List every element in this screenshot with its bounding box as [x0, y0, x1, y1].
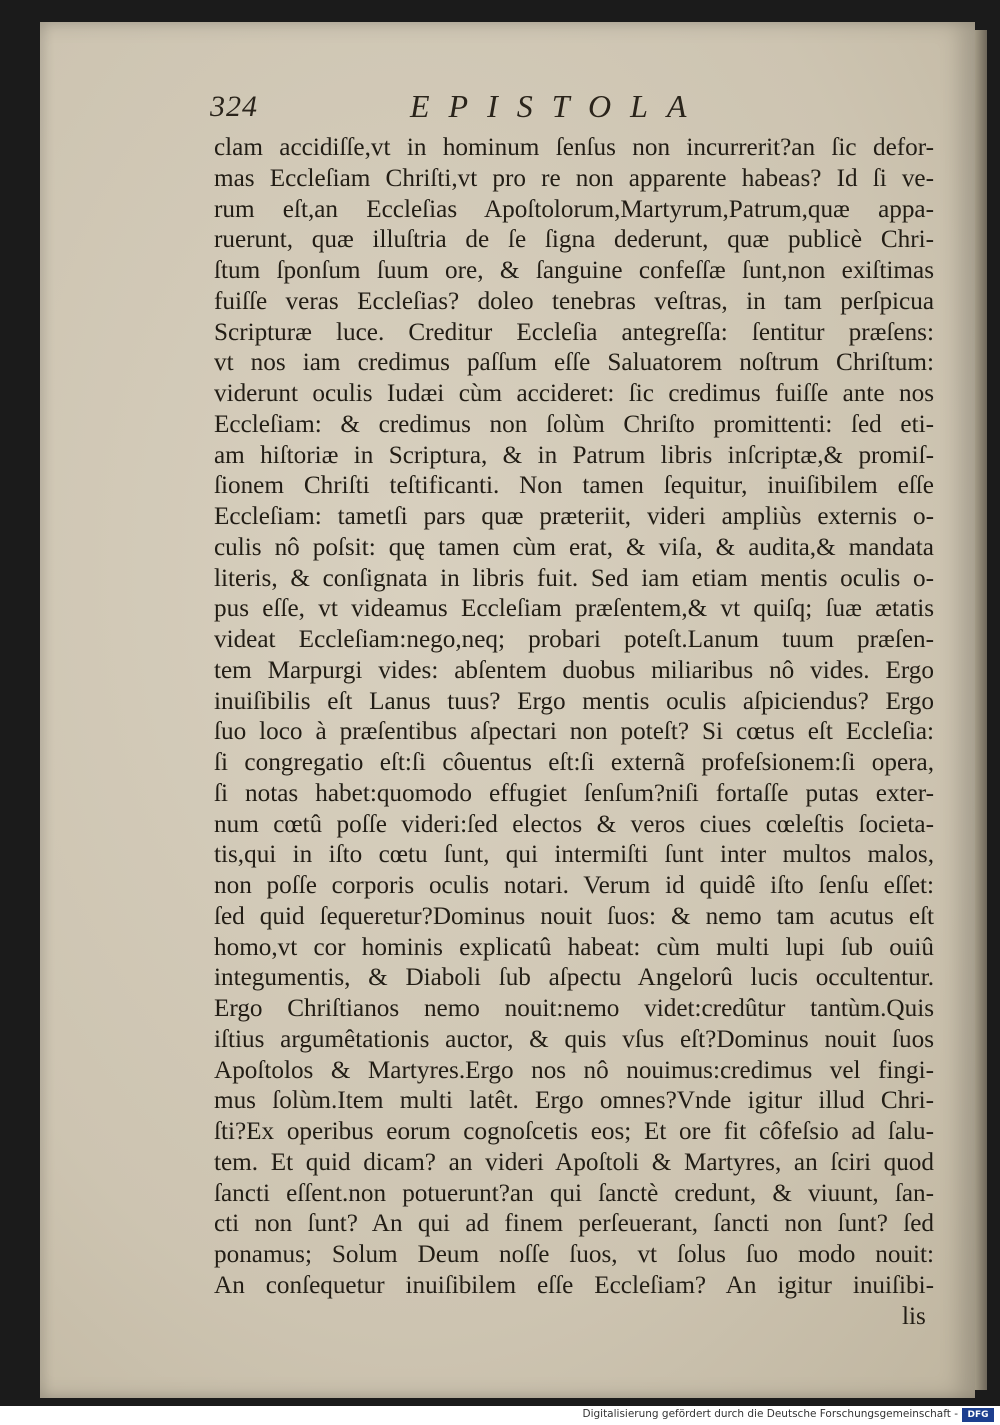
text-line: num cœtû poſſe videri:ſed electos & veros ciues cœleſtis ſocieta-	[214, 810, 934, 838]
text-line: culis nô poſsit: quę tamen cùm erat, & viſa, & audita,& mandata	[214, 533, 934, 561]
text-line: ſi notas habet:quomodo effugiet ſenſum?niſi fortaſſe putas exter-	[214, 779, 934, 807]
text-line: tis,qui in iſto cœtu ſunt, qui intermiſti ſunt inter multos malos,	[214, 841, 934, 869]
text-line: pus eſſe, vt videamus Eccleſiam præſentem,& vt quiſq; ſuæ ætatis	[214, 595, 934, 623]
text-line: tem Marpurgi vides: abſentem duobus miliaribus nô vides. Ergo	[214, 656, 934, 684]
text-line: ſti?Ex operibus eorum cognoſcetis eos; Et ore fit côfeſsio ad ſalu-	[214, 1118, 934, 1145]
funding-credit: Digitalisierung gefördert durch die Deutsche Forschungsgemeinschaft -	[582, 1408, 958, 1420]
text-line: homo,vt cor hominis explicatû habeat: cùm multi lupi ſub ouiû	[214, 933, 934, 961]
text-line: Eccleſiam: tametſi pars quæ præteriit, videri ampliùs externis o-	[214, 503, 934, 530]
text-line: integumentis, & Diaboli ſub aſpectu Angelorû lucis occultentur.	[214, 964, 934, 992]
text-line: Apoſtolos & Martyres.Ergo nos nô nouimus:credimus vel fingi-	[214, 1056, 934, 1084]
text-line: viderunt oculis Iudæi cùm accideret: ſic credimus fuiſſe ante nos	[214, 380, 934, 407]
text-line: vt nos iam credimus paſſum eſſe Saluatorem noſtrum Chriſtum:	[214, 349, 934, 377]
text-line: ſancti eſſent.non potuerunt?an qui ſanctè credunt, & viuunt, ſan-	[214, 1179, 934, 1207]
text-line: mus ſolùm.Item multi latêt. Ergo omnes?Vnde igitur illud Chri-	[214, 1087, 934, 1115]
footer-bar	[0, 1406, 1000, 1425]
text-line: lis	[902, 1302, 926, 1330]
dfg-logo: DFG	[962, 1408, 994, 1422]
text-line: An conſequetur inuiſibilem eſſe Eccleſiam? An igitur inuiſibi-	[214, 1271, 934, 1299]
text-line: ruerunt, quæ illuſtria de ſe ſigna dederunt, quæ publicè Chri-	[214, 226, 934, 254]
text-line: ſtum ſponſum ſuum ore, & ſanguine confeſſæ ſunt,non exiſtimas	[214, 257, 934, 284]
text-line: am hiſtoriæ in Scriptura, & in Patrum libris inſcriptæ,& promiſ-	[214, 441, 934, 469]
page-number: 324	[210, 90, 258, 123]
text-line: tem. Et quid dicam? an videri Apoſtoli & Martyres, an ſciri quod	[214, 1148, 934, 1176]
running-head-title: EPISTOLA	[410, 88, 706, 124]
page-edge	[975, 30, 987, 1390]
text-line: ſuo loco à præſentibus aſpectari non poteſt? Si cœtus eſt Eccleſia:	[214, 718, 934, 746]
text-line: rum eſt,an Eccleſias Apoſtolorum,Martyrum,Patrum,quæ appa-	[214, 195, 934, 223]
text-line: Ergo Chriſtianos nemo nouit:nemo videt:credûtur tantùm.Quis	[214, 995, 934, 1022]
text-line: ſionem Chriſti teſtificanti. Non tamen ſequitur, inuiſibilem eſſe	[214, 472, 934, 500]
text-line: ponamus; Solum Deum noſſe ſuos, vt ſolus ſuo modo nouit:	[214, 1241, 934, 1268]
text-line: literis, & conſignata in libris fuit. Sed iam etiam mentis oculis o-	[214, 564, 934, 592]
text-line: inuiſibilis eſt Lanus tuus? Ergo mentis oculis aſpiciendus? Ergo	[214, 687, 934, 715]
text-line: mas Eccleſiam Chriſti,vt pro re non apparente habeas? Id ſi ve-	[214, 164, 934, 192]
text-line: iſtius argumêtationis auctor, & quis vſus eſt?Dominus nouit ſuos	[214, 1025, 934, 1053]
text-line: clam accidiſſe,vt in hominum ſenſus non incurrerit?an ſic defor-	[214, 134, 934, 161]
text-line: Eccleſiam: & credimus non ſolùm Chriſto promittenti: ſed eti-	[214, 410, 934, 438]
text-line: Scripturæ luce. Creditur Eccleſia antegreſſa: ſentitur præſens:	[214, 318, 934, 346]
text-line: videat Eccleſiam:nego,neq; probari poteſt.Lanum tuum præſen-	[214, 626, 934, 653]
text-line: ſed quid ſequeretur?Dominus nouit ſuos: & nemo tam acutus eſt	[214, 902, 934, 930]
text-line: ſi congregatio eſt:ſi côuentus eſt:ſi externã profeſsionem:ſi opera,	[214, 749, 934, 776]
text-line: cti non ſunt? An qui ad finem perſeuerant, ſancti non ſunt? ſed	[214, 1210, 934, 1238]
body-text	[214, 133, 934, 1332]
text-line: fuiſſe veras Eccleſias? doleo tenebras veſtras, in tam perſpicua	[214, 287, 934, 315]
text-line: non poſſe corporis oculis notari. Verum id quidê iſto ſenſu eſſet:	[214, 872, 934, 899]
running-head	[210, 88, 940, 132]
